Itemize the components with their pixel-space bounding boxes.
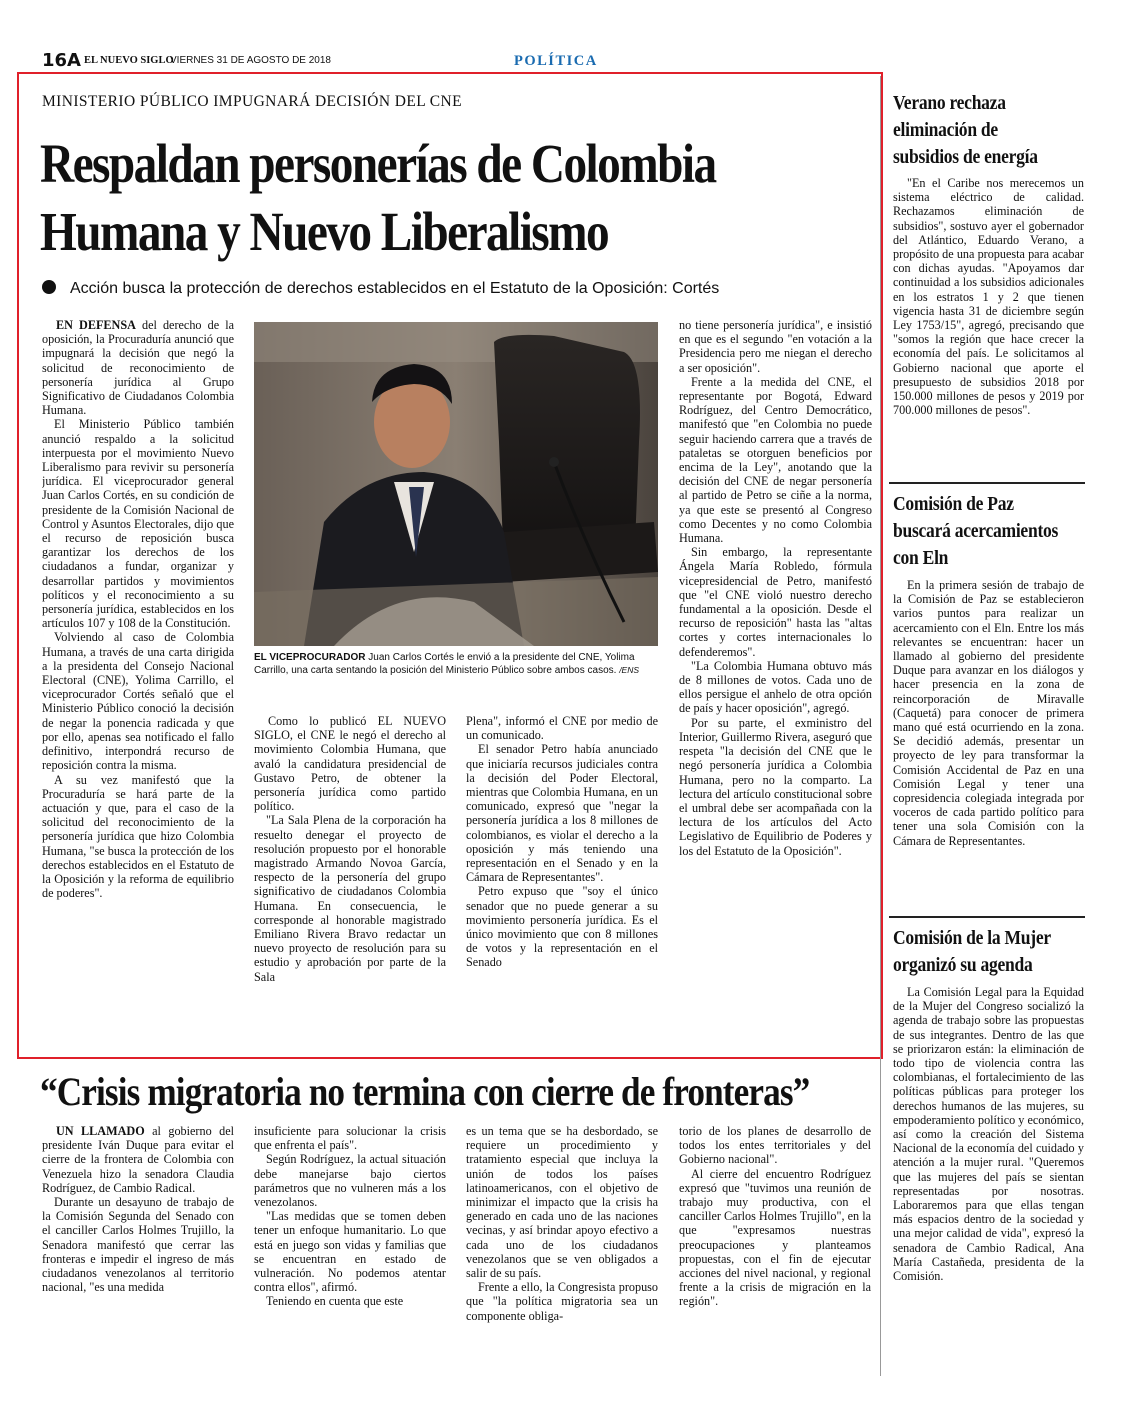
paper-name: EL NUEVO SIGLO — [84, 55, 174, 66]
sidebar-story-1-body: "En el Caribe nos merecemos un sistema eléctrico de calidad. Rechazamos eliminación de subsidios", sostuvo ayer el gobernador del Atlántico, Eduardo Verano, a propósito de una propuesta para acabar con dichas ayudas. "Apoyamos dar continuidad a los subsidios adicionales en los estratos 1 y 2 que tienen vigencia hasta 31 de diciembre según Ley 1753/15", agregó, precisando que "somos la región que hace crecer la economía del país. Le solicitamos al Gobierno nacional que aporte el presupuesto de subsidios 2018 por 150.000 millones de pesos y 2019 por 700.000 millones de pesos". — [893, 176, 1084, 418]
paragraph: Petro expuso que "soy el único senador que no puede generar a su movimiento personería jurídica. Es el único movimiento que con 8 millones de votos y la representación en el Senado — [466, 884, 658, 970]
lead-words: EN DEFENSA — [56, 318, 136, 332]
article-column-1 — [42, 318, 234, 1030]
sidebar-story-3-title: Comisión de la Mujer organizó su agenda — [893, 928, 1051, 976]
second-article-headline: “Crisis migratoria no termina con cierre de fronteras” — [40, 1069, 810, 1114]
masthead — [42, 50, 1087, 72]
photo-caption — [254, 651, 658, 677]
article-subhead — [42, 280, 719, 298]
paragraph: El senador Petro había anunciado que iniciaría recursos judiciales contra la decisión del Poder Electoral, mientras que Colombia Humana, en un comunicado, expresó que "negar la personería jurídica a los 8 millones de colombianos, es violar el derecho a la oposición y más teniendo una representación en el Senado y en la Cámara de Representantes". — [466, 742, 658, 885]
paragraph: Según Rodríguez, la actual situación debe manejarse bajo ciertos parámetros que no vulneren más a los venezolanos. — [254, 1152, 446, 1210]
bullet-icon — [42, 280, 56, 294]
paragraph: Frente a ello, la Congresista propuso que "la política migratoria sea un componente obliga- — [466, 1280, 658, 1323]
paper-date: VIERNES 31 DE AGOSTO DE 2018 — [170, 55, 331, 66]
sidebar-rule — [889, 916, 1085, 918]
headline-line-1: Respaldan personerías de Colombia — [40, 133, 716, 194]
paragraph: Durante un desayuno de trabajo de la Comisión Segunda del Senado con el canciller Carlos Holmes Trujillo, la Senadora manifestó que cerrar las fronteras e impedir el ingreso de más ciudadanos venezolanos al territorio nacional, "es una medida — [42, 1195, 234, 1295]
sidebar-story-2-body: En la primera sesión de trabajo de la Comisión de Paz se establecieron varios puntos para realizar un acercamiento con el Eln. Entre los más relevantes se encuentran: hacer un llamado al gobierno del presidente Duque para avanzar en los diálogos y hacer presencia en la zona de reincorporación de Miravalle (Caquetá) para conocer de primera mano qué está ocurriendo en la zona. Se decidió además, presentar un proyecto de ley para transformar la Comisión Accidental de Paz en una Comisión Legal y tener una copresidencia colegiada integrada por voceros de cada partido político para tener una sola Comisión con la Cámara de Representantes. — [893, 578, 1084, 848]
sidebar-story-1-title: Verano rechaza eliminación de subsidios de energía — [893, 93, 1038, 168]
second-column-2 — [254, 1124, 446, 1394]
paragraph: insuficiente para solucionar la crisis que enfrenta el país". — [254, 1124, 446, 1153]
paragraph: "La Colombia Humana obtuvo más de 8 millones de votos. Cada uno de ellos persigue el anhelo de otra opción de país y hacer oposición", agregó. — [679, 658, 872, 716]
sidebar-story-3-body: La Comisión Legal para la Equidad de la Mujer del Congreso socializó la agenda de trabajo sobre las propuestas de sus integrantes. Dentro de las que se priorizaron están: la eliminación de todo tipo de violencia contra las colombianas, el fortalecimiento de las políticas públicas para proteger los derechos humanos de las mujeres, su empoderamiento político y económico, así como la creación del Sistema Nacional de la economía del cuidado y atención a la mujer rural. "Queremos que las mujeres del país se sientan representadas por nosotras. Laboraremos para que ellas tengan más espacios dentro de la sociedad y una mejor calidad de vida", expresó la senadora de Cambio Radical, Ana María Castañeda, presidenta de la Comisión. — [893, 985, 1084, 1284]
page-number: 16A — [42, 50, 81, 71]
caption-lead: EL VICEPROCURADOR — [254, 652, 366, 663]
paragraph: Teniendo en cuenta que este — [266, 1294, 404, 1309]
section-name: POLÍTICA — [514, 53, 598, 69]
lead-words: UN LLAMADO — [56, 1124, 145, 1138]
sidebar-divider — [880, 76, 881, 1376]
paragraph: El Ministerio Público también anunció respaldo a la solicitud interpuesta por el movimiento Nuevo Liberalismo para revivir su personería jurídica. El viceprocurador general Juan Carlos Cortés, en su condición de presidente de la Comisión Nacional de Control y Asuntos Electorales, dijo que el recurso de reposición busca garantizar los derechos de los ciudadanos a fundar, organizar y desarrollar partidos y movimientos políticos y el reconocimiento a su personería jurídica, establecidos en los artículos 107 y 108 de la Constitución. — [42, 417, 234, 631]
paragraph: Por su parte, el exministro del Interior, Guillermo Rivera, aseguró que respeta "la decisión del CNE que le negó personería jurídica a Colombia Humana, pero no la comparto. La lectura del artículo constitucional sobre el umbral debe ser acompañada con la lectura de los artículos del Acto Legislativo de Equilibrio de Poderes y los del Estatuto de la Oposición". — [679, 715, 872, 858]
second-column-3 — [466, 1124, 658, 1394]
sidebar-story-2-title: Comisión de Paz buscará acercamientos con Eln — [893, 494, 1059, 569]
article-kicker: MINISTERIO PÚBLICO IMPUGNARÁ DECISIÓN DEL CNE — [42, 93, 462, 110]
paragraph: "Las medidas que se tomen deben tener un enfoque humanitario. Lo que está en juego son vidas y familias que se encuentran en estado de vulneración. No podemos atentar contra ellos", afirmó. — [254, 1209, 446, 1295]
article-photo — [254, 322, 658, 646]
paragraph: torio de los planes de desarrollo de todos los entes territoriales y del Gobierno nacional". — [679, 1124, 871, 1167]
paragraph: no tiene personería jurídica", e insistió en que es el segundo "en votación a la Presidencia pero me niegan el derecho a ser oposición". — [679, 318, 872, 375]
sidebar-rule — [889, 482, 1085, 484]
paragraph: UN LLAMADO al gobierno del presidente Iván Duque para evitar el cierre de la frontera de Colombia con Venezuela hizo la senadora Claudia Rodríguez, de Cambio Radical. — [42, 1124, 234, 1195]
second-column-4 — [679, 1124, 871, 1394]
headline-line-2: Humana y Nuevo Liberalismo — [40, 201, 609, 263]
paragraph: A su vez manifestó que la Procuraduría se hará parte de la actuación y que, para el caso de la solicitud del reconocimiento de la personería jurídica que hizo Colombia Humana, "se busca la protección de los derechos establecidos en el Estatuto de la Oposición y la reforma de equilibrio de poderes". — [42, 772, 234, 901]
paragraph: Como lo publicó EL NUEVO SIGLO, el CNE le negó el derecho al movimiento Colombia Humana, que avaló la candidatura presidencial de Gustavo Petro, de obtener la personería jurídica como partido político. — [254, 714, 446, 814]
article-headline — [40, 130, 762, 266]
paragraph: Plena", informó el CNE por medio de un comunicado. — [466, 714, 658, 743]
paragraph: Frente a la medida del CNE, el representante por Bogotá, Edward Rodríguez, del Centro Democrático, manifestó que "en Colombia no puede seguir haciendo carrera que a través de pataletas se otorguen beneficios por encima de la Ley", anotando que la decisión del CNE de negar personería al partido de Petro se ciñe a la norma, ya que este se presentó al Congreso como Decentes y no como Colombia Humana. — [679, 374, 872, 546]
photo-credit: /ENS — [619, 665, 640, 675]
paragraph: Volviendo al caso de Colombia Humana, a través de una carta dirigida a la presidenta del Consejo Nacional Electoral (CNE), Yolima Carrillo, el viceprocurador Cortés señaló que el Ministerio Público conoció la decisión de negar la ponencia radicada y que por ello, apenas sea notificado el fallo definitivo, interpondrá recurso de reposición contra la misma. — [42, 630, 234, 773]
subhead-text: Acción busca la protección de derechos establecidos en el Estatuto de la Oposición: Cortés — [70, 280, 720, 297]
speaker-photo-illustration — [254, 322, 658, 646]
article-column-4 — [679, 318, 872, 1030]
paragraph: "La Sala Plena de la corporación ha resuelto denegar el proyecto de resolución propuesto por el honorable magistrado Armando Novoa García, respecto de la personería del grupo significativo de ciudadanos Colombia Humana. En consecuencia, le corresponde al honorable magistrado Emiliano Rivera Bravo redactar un nuevo proyecto de resolución para su estudio y aprobación por parte de la Sala — [254, 813, 446, 984]
paragraph: Sin embargo, la representante Ángela María Robledo, fórmula vicepresidencial de Petro, manifestó que "el CNE violó nuestro derecho fundamental a la oposición. Desde el recurso de reposición" hasta las "altas cortes y cortes internacionales lo defenderemos". — [679, 545, 872, 659]
paragraph: Al cierre del encuentro Rodríguez expresó que "tuvimos una reunión de trabajo muy productiva, con el canciller Carlos Holmes Trujillo", en la que "expresamos nuestras preocupaciones y planteamos propuestas, con el fin de ejecutar acciones del nivel nacional, y regional frente a la crisis de migración en la región". — [679, 1166, 871, 1309]
paragraph: es un tema que se ha desbordado, se requiere un procedimiento y tratamiento especial que incluya la unión de todos los países latinoamericanos, con el objetivo de minimizar el impacto que la crisis ha generado en cada uno de las naciones vecinas, y así brindar apoyo efectivo a cada uno de los ciudadanos venezolanos que se ven obligados a salir de su país. — [466, 1124, 658, 1281]
article-column-2 — [254, 714, 446, 1034]
article-column-3 — [466, 714, 658, 1034]
caption-text: Juan Carlos Cortés le envió a la presidente del CNE, Yolima Carrillo, una carta sentando la posición del Ministerio Público sobre ambos casos. — [254, 652, 635, 676]
second-column-1 — [42, 1124, 234, 1394]
paragraph: EN DEFENSA del derecho de la oposición, la Procuraduría anunció que impugnará la decisión que negó la solicitud de reconocimiento de personería jurídica al Grupo Significativo de Ciudadanos Colombia Humana. — [42, 318, 234, 418]
